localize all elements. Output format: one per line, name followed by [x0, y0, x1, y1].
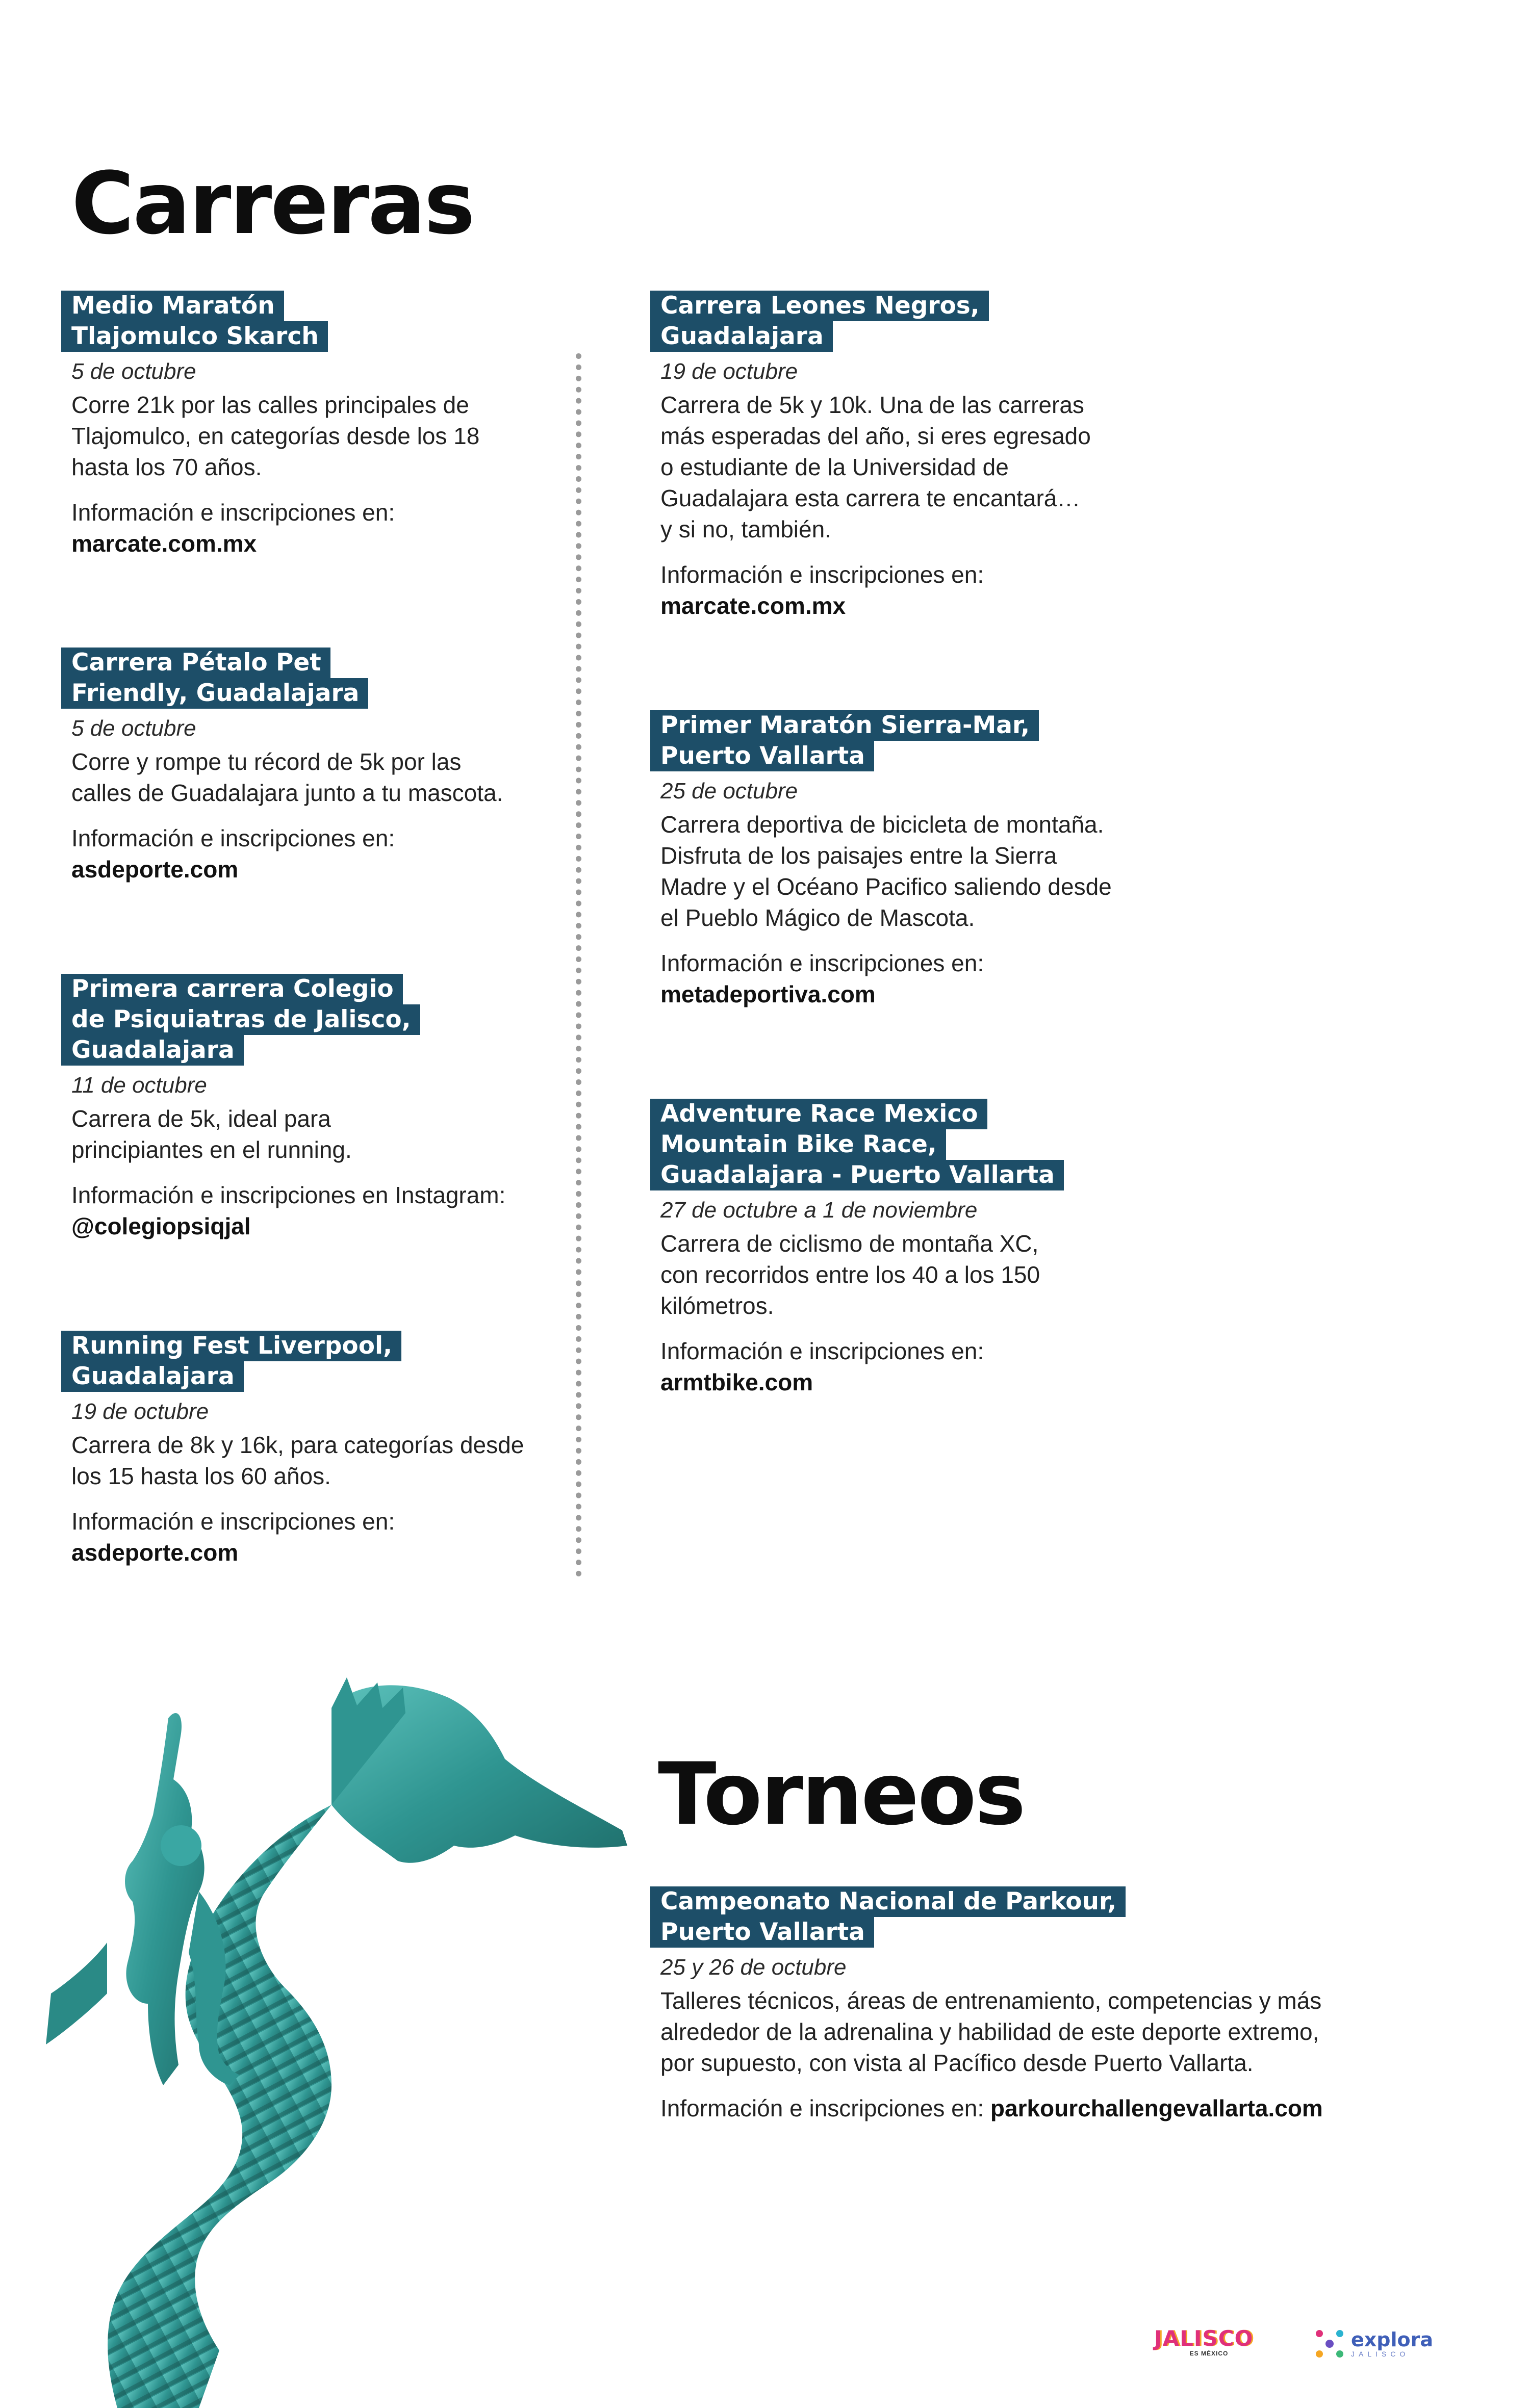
event-title-line: Primera carrera Colegio: [61, 974, 403, 1004]
event-info-label: Información e inscripciones en: parkourchallengevallarta.com: [660, 2095, 1323, 2121]
jalisco-logo-subtext: ES MÉXICO: [1189, 2350, 1229, 2357]
event-description: Carrera de 5k y 10k. Una de las carreras más esperadas del año, si eres egresado o estudiante de la Universidad de Guadalajara esta carrera te encantará… y si no, también.: [660, 392, 1091, 542]
seahorse-statue-image: [46, 1677, 638, 2408]
event-link[interactable]: @colegiopsiqjal: [71, 1213, 251, 1239]
event-date: 19 de octubre: [660, 359, 798, 384]
event-sierra-mar: [650, 710, 1130, 1010]
event-title-line: Guadalajara: [61, 1035, 244, 1066]
torneos-heading: Torneos: [658, 1744, 1025, 1844]
event-date: 27 de octubre a 1 de noviembre: [660, 1198, 978, 1223]
event-parkour: [650, 1886, 1364, 2124]
event-link[interactable]: armtbike.com: [660, 1369, 813, 1395]
event-title-line: Campeonato Nacional de Parkour,: [650, 1886, 1126, 1917]
event-link[interactable]: marcate.com.mx: [71, 530, 257, 557]
event-description: Corre 21k por las calles principales de Tlajomulco, en categorías desde los 18 hasta los 70 años.: [71, 392, 480, 480]
event-date: 5 de octubre: [71, 359, 196, 384]
event-title-line: Medio Maratón: [61, 291, 284, 321]
event-title-line: Primer Maratón Sierra-Mar,: [650, 710, 1039, 741]
event-link[interactable]: asdeporte.com: [71, 1539, 239, 1566]
jalisco-logo: [1154, 2327, 1264, 2357]
event-date: 11 de octubre: [71, 1073, 207, 1098]
event-link[interactable]: parkourchallengevallarta.com: [990, 2095, 1323, 2121]
event-title-line: Friendly, Guadalajara: [61, 678, 368, 709]
event-info-label: Información e inscripciones en:: [71, 499, 395, 526]
explora-logo-subtext: JALISCO: [1351, 2350, 1410, 2358]
explora-x-icon: [1313, 2327, 1346, 2360]
event-title-line: Running Fest Liverpool,: [61, 1331, 401, 1361]
event-date: 25 de octubre: [660, 779, 798, 804]
event-title-line: Guadalajara - Puerto Vallarta: [650, 1160, 1064, 1190]
event-title-line: Guadalajara: [650, 321, 833, 352]
event-petalo-pet: [61, 648, 541, 885]
event-info-label: Información e inscripciones en:: [71, 1508, 395, 1535]
event-title-line: de Psiquiatras de Jalisco,: [61, 1004, 420, 1035]
event-title-line: Puerto Vallarta: [650, 1917, 874, 1948]
event-info-label: Información e inscripciones en:: [71, 825, 395, 851]
event-info-label: Información e inscripciones en:: [660, 1338, 984, 1364]
event-description: Carrera de ciclismo de montaña XC, con recorridos entre los 40 a los 150 kilómetros.: [660, 1230, 1040, 1319]
event-title-line: Guadalajara: [61, 1361, 244, 1392]
event-description: Carrera de 5k, ideal para principiantes en el running.: [71, 1105, 352, 1163]
event-info-label: Información e inscripciones en:: [660, 561, 984, 588]
event-date: 25 y 26 de octubre: [660, 1955, 847, 1980]
event-description: Carrera deportiva de bicicleta de montaña. Disfruta de los paisajes entre la Sierra Madre y el Océano Pacifico saliendo desde el Pueblo Mágico de Mascota.: [660, 811, 1112, 931]
event-title-line: Adventure Race Mexico: [650, 1099, 987, 1129]
explora-logo: [1313, 2327, 1466, 2360]
carreras-heading: Carreras: [71, 153, 474, 253]
event-title-line: Mountain Bike Race,: [650, 1129, 946, 1160]
event-link[interactable]: marcate.com.mx: [660, 592, 846, 619]
event-title-line: Carrera Leones Negros,: [650, 291, 989, 321]
event-info-label: Información e inscripciones en Instagram:: [71, 1182, 506, 1208]
event-running-fest: [61, 1331, 541, 1568]
event-description: Carrera de 8k y 16k, para categorías desde los 15 hasta los 60 años.: [71, 1432, 524, 1489]
event-description: Talleres técnicos, áreas de entrenamiento, competencias y más alrededor de la adrenalina y habilidad de este deporte extremo, por supuesto, con vista al Pacífico desde Puerto Vallarta.: [660, 1987, 1322, 2076]
child-head: [161, 1825, 201, 1866]
event-description: Corre y rompe tu récord de 5k por las calles de Guadalajara junto a tu mascota.: [71, 748, 503, 806]
event-date: 19 de octubre: [71, 1399, 209, 1424]
seahorse-tail: [46, 1943, 107, 2044]
event-info-label: Información e inscripciones en:: [660, 950, 984, 976]
event-title-line: Carrera Pétalo Pet: [61, 648, 330, 678]
column-divider: [576, 353, 581, 1577]
event-link[interactable]: asdeporte.com: [71, 856, 239, 883]
jalisco-logo-text: JALISCO: [1154, 2326, 1254, 2351]
event-link[interactable]: metadeportiva.com: [660, 981, 876, 1007]
event-medio-maraton: [61, 291, 541, 559]
event-title-line: Tlajomulco Skarch: [61, 321, 328, 352]
event-colegio-psiquiatras: [61, 974, 541, 1242]
event-leones-negros: [650, 291, 1130, 622]
event-date: 5 de octubre: [71, 716, 196, 741]
event-adventure-race: [650, 1099, 1130, 1398]
explora-logo-text: explora: [1351, 2328, 1433, 2351]
event-title-line: Puerto Vallarta: [650, 741, 874, 771]
